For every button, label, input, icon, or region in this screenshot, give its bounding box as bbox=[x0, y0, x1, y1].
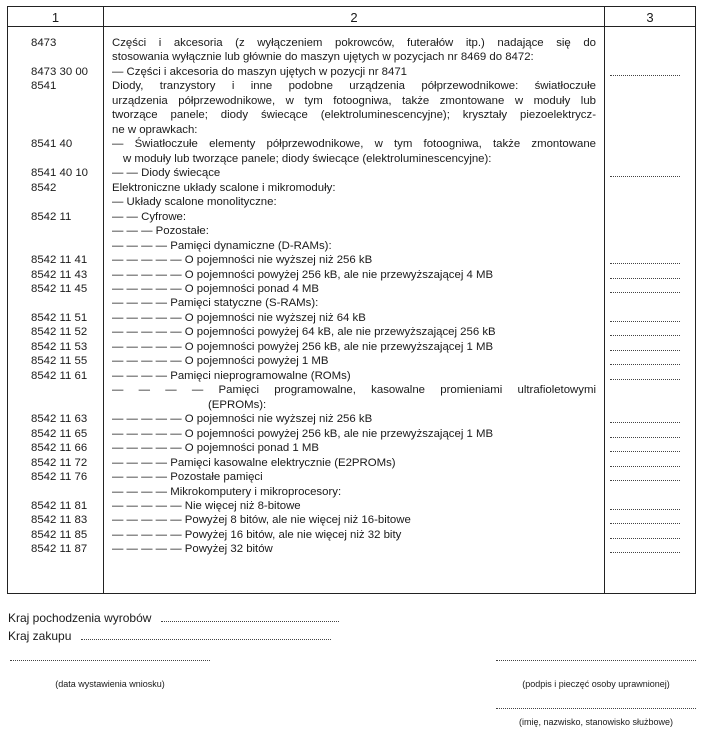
origin-country-label: Kraj pochodzenia wyrobów bbox=[8, 611, 152, 625]
entry-field[interactable] bbox=[610, 456, 680, 470]
table-row bbox=[8, 528, 695, 542]
table-row bbox=[8, 354, 695, 368]
tariff-description: — — — — — O pojemności powyżej 256 kB, ale nie przewyższającej 1 MB bbox=[112, 340, 494, 353]
tariff-description: — — Diody świecące bbox=[112, 167, 221, 180]
signature-field[interactable] bbox=[496, 660, 696, 661]
date-field[interactable] bbox=[10, 660, 210, 661]
tariff-description: w moduły lub tworzące panele; diody świecące (elektroluminescencyjne): bbox=[123, 152, 492, 165]
tariff-code: 8542 11 65 bbox=[31, 427, 88, 440]
tariff-description: — — — — — O pojemności powyżej 64 kB, ale nie przewyższającej 256 kB bbox=[112, 326, 496, 339]
table-row bbox=[8, 181, 695, 195]
tariff-code: 8542 11 72 bbox=[31, 456, 88, 469]
table-row bbox=[8, 65, 695, 79]
table-row bbox=[8, 499, 695, 513]
tariff-table bbox=[7, 6, 696, 594]
entry-field[interactable] bbox=[610, 427, 680, 441]
table-row bbox=[8, 253, 695, 267]
tariff-description: (EPROMs): bbox=[208, 398, 267, 411]
name-position-caption: (imię, nazwisko, stanowisko służbowe) bbox=[518, 717, 674, 727]
tariff-description: stosowania wyłącznie lub głównie do maszyn ujętych w pozycjach nr 8469 do 8472: bbox=[112, 51, 534, 64]
tariff-description: Elektroniczne układy scalone i mikromoduły: bbox=[112, 181, 336, 194]
table-row bbox=[8, 296, 695, 310]
entry-field[interactable] bbox=[610, 542, 680, 556]
tariff-description: — — — — — O pojemności ponad 4 MB bbox=[112, 282, 320, 295]
table-row bbox=[8, 427, 695, 441]
purchase-country-line bbox=[8, 629, 331, 643]
table-row bbox=[8, 369, 695, 383]
tariff-code: 8542 11 52 bbox=[31, 326, 88, 339]
tariff-description: — — — — — Nie więcej niż 8-bitowe bbox=[112, 500, 301, 512]
table-row bbox=[8, 195, 695, 209]
entry-field[interactable] bbox=[610, 528, 680, 542]
signature-caption: (podpis i pieczęć osoby uprawnionej) bbox=[522, 679, 670, 689]
tariff-description: — — — — Pamięci nieprogramowalne (ROMs) bbox=[112, 369, 351, 382]
tariff-code: 8542 11 76 bbox=[31, 471, 88, 484]
tariff-description: — Światłoczułe elementy półprzewodnikowe, w tym fotoogniwa, także zmontowane bbox=[112, 138, 596, 151]
entry-field[interactable] bbox=[610, 499, 680, 513]
table-row bbox=[8, 94, 695, 108]
table-row bbox=[8, 441, 695, 455]
tariff-description: — — — — Mikrokomputery i mikroprocesory: bbox=[112, 485, 342, 498]
table-row bbox=[8, 123, 695, 137]
table-row bbox=[8, 268, 695, 282]
date-caption: (data wystawienia wniosku) bbox=[55, 679, 165, 689]
entry-field[interactable] bbox=[610, 268, 680, 282]
table-row bbox=[8, 398, 695, 412]
tariff-description: — — — — — O pojemności nie wyższej niż 256 kB bbox=[112, 413, 373, 426]
name-position-field[interactable] bbox=[496, 708, 696, 709]
tariff-code: 8542 11 81 bbox=[31, 500, 88, 512]
table-row bbox=[8, 542, 695, 556]
entry-field[interactable] bbox=[610, 311, 680, 325]
table-row bbox=[8, 470, 695, 484]
origin-country-line bbox=[8, 611, 339, 625]
tariff-description: tworzące panele; diody świecące (elektroluminescencyjne); kryształy piezoelektrycz- bbox=[112, 109, 596, 122]
table-row bbox=[8, 239, 695, 253]
tariff-code: 8542 11 66 bbox=[31, 442, 88, 455]
tariff-description: — — — — — O pojemności powyżej 1 MB bbox=[112, 355, 329, 368]
table-row bbox=[8, 325, 695, 339]
tariff-code: 8542 11 43 bbox=[31, 268, 88, 281]
tariff-description: — — Cyfrowe: bbox=[112, 210, 187, 223]
entry-field[interactable] bbox=[610, 354, 680, 368]
table-row bbox=[8, 485, 695, 499]
entry-field[interactable] bbox=[610, 325, 680, 339]
tariff-code: 8541 40 bbox=[31, 138, 73, 151]
tariff-description: urządzenia półprzewodnikowe, w tym fotoogniwa, także zmontowane w moduły lub bbox=[112, 94, 596, 107]
tariff-description: — — — — — Powyżej 8 bitów, ale nie więcej niż 16-bitowe bbox=[112, 514, 411, 527]
tariff-code: 8541 40 10 bbox=[31, 167, 89, 180]
table-row bbox=[8, 282, 695, 296]
tariff-description: — — — — Pamięci statyczne (S-RAMs): bbox=[112, 297, 319, 310]
tariff-description: Diody, tranzystory i inne podobne urządzenia półprzewodnikowe: światłoczułe bbox=[112, 80, 596, 93]
tariff-description: Części i akcesoria (z wyłączeniem pokrowców, futerałów itp.) nadające się do bbox=[112, 37, 596, 49]
table-row bbox=[8, 224, 695, 238]
table-row bbox=[8, 152, 695, 166]
tariff-code: 8542 11 87 bbox=[31, 543, 88, 556]
table-row bbox=[8, 513, 695, 527]
tariff-description: — — — — Pozostałe pamięci bbox=[112, 471, 263, 484]
table-row bbox=[8, 412, 695, 426]
tariff-code: 8542 11 45 bbox=[31, 282, 88, 295]
tariff-description: — — — — — Powyżej 16 bitów, ale nie więcej niż 32 bity bbox=[112, 528, 402, 541]
tariff-code: 8542 11 85 bbox=[31, 528, 88, 541]
tariff-code: 8542 11 53 bbox=[31, 340, 88, 353]
tariff-description: ne w oprawkach: bbox=[112, 123, 198, 136]
tariff-description: — — — — — O pojemności nie wyższej niż 64 kB bbox=[112, 311, 366, 324]
table-row bbox=[8, 108, 695, 122]
tariff-code: 8542 11 51 bbox=[31, 311, 88, 324]
header-col-2: 2 bbox=[350, 10, 358, 25]
entry-field[interactable] bbox=[610, 282, 680, 296]
tariff-code: 8542 bbox=[31, 181, 57, 194]
table-row bbox=[8, 166, 695, 180]
table-row bbox=[8, 456, 695, 470]
tariff-description: — — — — Pamięci programowalne, kasowalne promieniami ultrafioletowymi bbox=[112, 384, 596, 397]
purchase-country-label: Kraj zakupu bbox=[8, 629, 72, 643]
table-row bbox=[8, 50, 695, 64]
tariff-description: — — — — Pamięci kasowalne elektrycznie (E2PROMs) bbox=[112, 456, 396, 469]
tariff-code: 8473 bbox=[31, 37, 57, 49]
tariff-description: — — — — — Powyżej 32 bitów bbox=[112, 543, 273, 556]
table-row bbox=[8, 36, 695, 50]
header-col-1: 1 bbox=[51, 10, 60, 25]
header-col-3: 3 bbox=[646, 10, 654, 25]
entry-field[interactable] bbox=[610, 470, 680, 484]
table-header bbox=[8, 7, 695, 27]
table-row bbox=[8, 79, 695, 93]
entry-field[interactable] bbox=[610, 253, 680, 267]
entry-field[interactable] bbox=[610, 166, 680, 180]
entry-field[interactable] bbox=[610, 441, 680, 455]
tariff-description: — — — — — O pojemności nie wyższej niż 256 kB bbox=[112, 254, 373, 267]
entry-field[interactable] bbox=[610, 369, 680, 383]
tariff-description: — — — Pozostałe: bbox=[112, 225, 209, 238]
entry-field[interactable] bbox=[610, 340, 680, 354]
table-body bbox=[8, 36, 695, 557]
entry-field[interactable] bbox=[610, 513, 680, 527]
tariff-code: 8541 bbox=[31, 80, 57, 93]
origin-country-field[interactable] bbox=[161, 611, 339, 622]
tariff-description: — — — — Pamięci dynamiczne (D-RAMs): bbox=[112, 239, 332, 252]
tariff-code: 8542 11 63 bbox=[31, 413, 88, 426]
table-row bbox=[8, 137, 695, 151]
table-row bbox=[8, 311, 695, 325]
tariff-code: 8542 11 61 bbox=[31, 369, 88, 382]
table-row bbox=[8, 210, 695, 224]
tariff-description: — Części i akcesoria do maszyn ujętych w pozycji nr 8471 bbox=[112, 65, 408, 78]
tariff-description: — — — — — O pojemności ponad 1 MB bbox=[112, 442, 320, 455]
tariff-code: 8542 11 83 bbox=[31, 514, 88, 527]
table-row bbox=[8, 340, 695, 354]
entry-field[interactable] bbox=[610, 412, 680, 426]
entry-field[interactable] bbox=[610, 65, 680, 79]
tariff-code: 8473 30 00 bbox=[31, 65, 89, 78]
tariff-description: — Układy scalone monolityczne: bbox=[112, 196, 277, 209]
table-row bbox=[8, 383, 695, 397]
tariff-description: — — — — — O pojemności powyżej 256 kB, ale nie przewyższającej 4 MB bbox=[112, 268, 494, 281]
tariff-code: 8542 11 55 bbox=[31, 355, 88, 368]
purchase-country-field[interactable] bbox=[81, 629, 331, 640]
tariff-description: — — — — — O pojemności powyżej 256 kB, ale nie przewyższającej 1 MB bbox=[112, 427, 494, 440]
tariff-code: 8542 11 41 bbox=[31, 254, 88, 267]
tariff-code: 8542 11 bbox=[31, 210, 72, 223]
